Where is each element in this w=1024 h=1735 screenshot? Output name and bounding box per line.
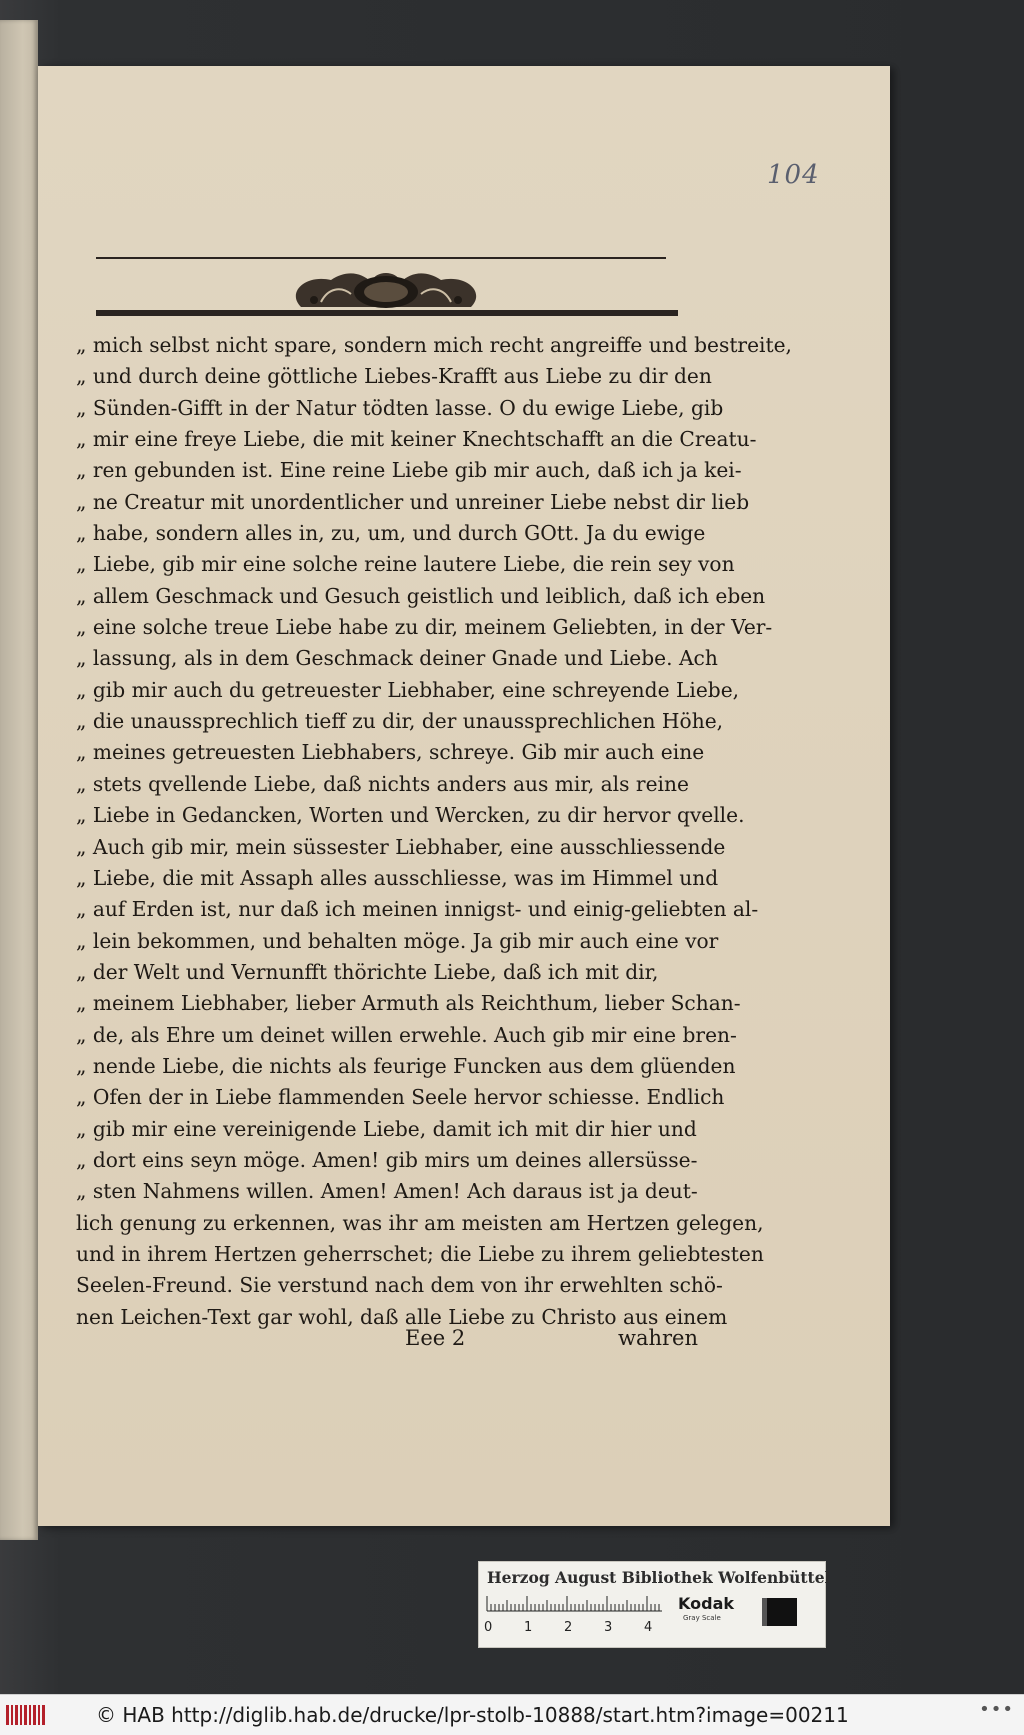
text-line: „ Liebe in Gedancken, Worten und Wercken, zu dir hervor qvelle.: [76, 803, 745, 828]
ruler-number: 4: [644, 1620, 653, 1635]
text-line: „ de, als Ehre um deinet willen erwehle. Auch gib mir eine bren-: [76, 1022, 737, 1047]
library-name: Herzog August Bibliothek Wolfenbüttel: [487, 1568, 831, 1587]
text-line: „ mich selbst nicht spare, sondern mich recht angreiffe und bestreite,: [76, 333, 792, 357]
viewer-footer: [0, 1694, 1024, 1735]
kodak-brand: Kodak: [678, 1594, 734, 1613]
text-line: „ nende Liebe, die nichts als feurige Funcken aus dem glüenden: [76, 1053, 736, 1078]
text-line: „ und durch deine göttliche Liebes-Krafft aus Liebe zu dir den: [76, 364, 712, 389]
ruler-number: 0: [484, 1620, 493, 1635]
ruler-number: 3: [604, 1620, 613, 1635]
page-body-text: [76, 330, 792, 1333]
text-line: „ ren gebunden ist. Eine reine Liebe gib mir auch, daß ich ja kei-: [76, 458, 742, 483]
text-line: „ mir eine freye Liebe, die mit keiner Knechtschafft an die Creatu-: [76, 427, 757, 452]
hab-logo-icon: [6, 1703, 46, 1727]
text-line: „ allem Geschmack und Gesuch geistlich und leiblich, daß ich eben: [76, 583, 766, 608]
text-line: „ stets qvellende Liebe, daß nichts anders aus mir, als reine: [76, 771, 689, 796]
text-line: nen Leichen-Text gar wohl, daß alle Liebe zu Christo aus einem: [76, 1304, 728, 1329]
text-line: Seelen-Freund. Sie verstund nach dem von ihr erwehlten schö-: [76, 1273, 723, 1298]
text-line: „ meinem Liebhaber, lieber Armuth als Reichthum, lieber Schan-: [76, 991, 741, 1016]
text-line: „ auf Erden ist, nur daß ich meinen innigst- und einig-geliebten al-: [76, 897, 759, 922]
text-line: „ Liebe, die mit Assaph alles ausschliesse, was im Himmel und: [76, 865, 719, 890]
text-line: „ die unaussprechlich tieff zu dir, der unaussprechlichen Höhe,: [76, 709, 724, 734]
text-line: „ habe, sondern alles in, zu, um, und durch GOtt. Ja du ewige: [76, 521, 706, 546]
header-rule: [96, 257, 666, 259]
text-line: „ dort eins seyn möge. Amen! gib mirs um deines allersüsse-: [76, 1147, 698, 1172]
page-folio-number: 104: [767, 160, 820, 190]
source-url[interactable]: © HAB http://diglib.hab.de/drucke/lpr-stolb-10888/start.htm?image=00211: [96, 1703, 849, 1727]
black-patch: [762, 1598, 797, 1626]
text-line: „ gib mir eine vereinigende Liebe, damit ich mit dir hier und: [76, 1116, 697, 1141]
text-line: „ ne Creatur mit unordentlicher und unreiner Liebe nebst dir lieb: [76, 489, 750, 514]
headpiece-ornament-icon: [96, 262, 678, 320]
catchword: wahren: [618, 1326, 699, 1350]
text-line: „ Auch gib mir, mein süssester Liebhaber, eine ausschliessende: [76, 834, 726, 859]
more-options-icon[interactable]: •••: [979, 1699, 1014, 1720]
scale-ruler-icon: [487, 1592, 662, 1612]
color-calibration-card: [478, 1561, 831, 1648]
adjacent-page-edge: [0, 20, 38, 1540]
text-line: und in ihrem Hertzen geherrschet; die Liebe zu ihrem geliebtesten: [76, 1241, 764, 1266]
text-line: „ Liebe, gib mir eine solche reine lautere Liebe, die rein sey von: [76, 552, 735, 577]
text-line: „ sten Nahmens willen. Amen! Amen! Ach daraus ist ja deut-: [76, 1179, 698, 1204]
text-line: „ meines getreuesten Liebhabers, schreye. Gib mir auch eine: [76, 740, 705, 765]
text-line: „ Ofen der in Liebe flammenden Seele hervor schiesse. Endlich: [76, 1085, 725, 1110]
text-line: „ Sünden-Gifft in der Natur tödten lasse. O du ewige Liebe, gib: [76, 395, 724, 420]
text-line: lich genung zu erkennen, was ihr am meisten am Hertzen gelegen,: [76, 1210, 764, 1235]
signature-mark: Eee 2: [405, 1326, 466, 1350]
gray-scale-label: Gray Scale: [683, 1614, 721, 1622]
ruler-number: 2: [564, 1620, 573, 1635]
text-line: „ lassung, als in dem Geschmack deiner Gnade und Liebe. Ach: [76, 646, 718, 671]
text-line: „ lein bekommen, und behalten möge. Ja gib mir auch eine vor: [76, 928, 719, 953]
text-line: „ gib mir auch du getreuester Liebhaber, eine schreyende Liebe,: [76, 677, 740, 702]
ruler-number: 1: [524, 1620, 533, 1635]
text-line: „ der Welt und Vernunfft thörichte Liebe, daß ich mit dir,: [76, 959, 659, 984]
text-line: „ eine solche treue Liebe habe zu dir, meinem Geliebten, in der Ver-: [76, 615, 773, 640]
